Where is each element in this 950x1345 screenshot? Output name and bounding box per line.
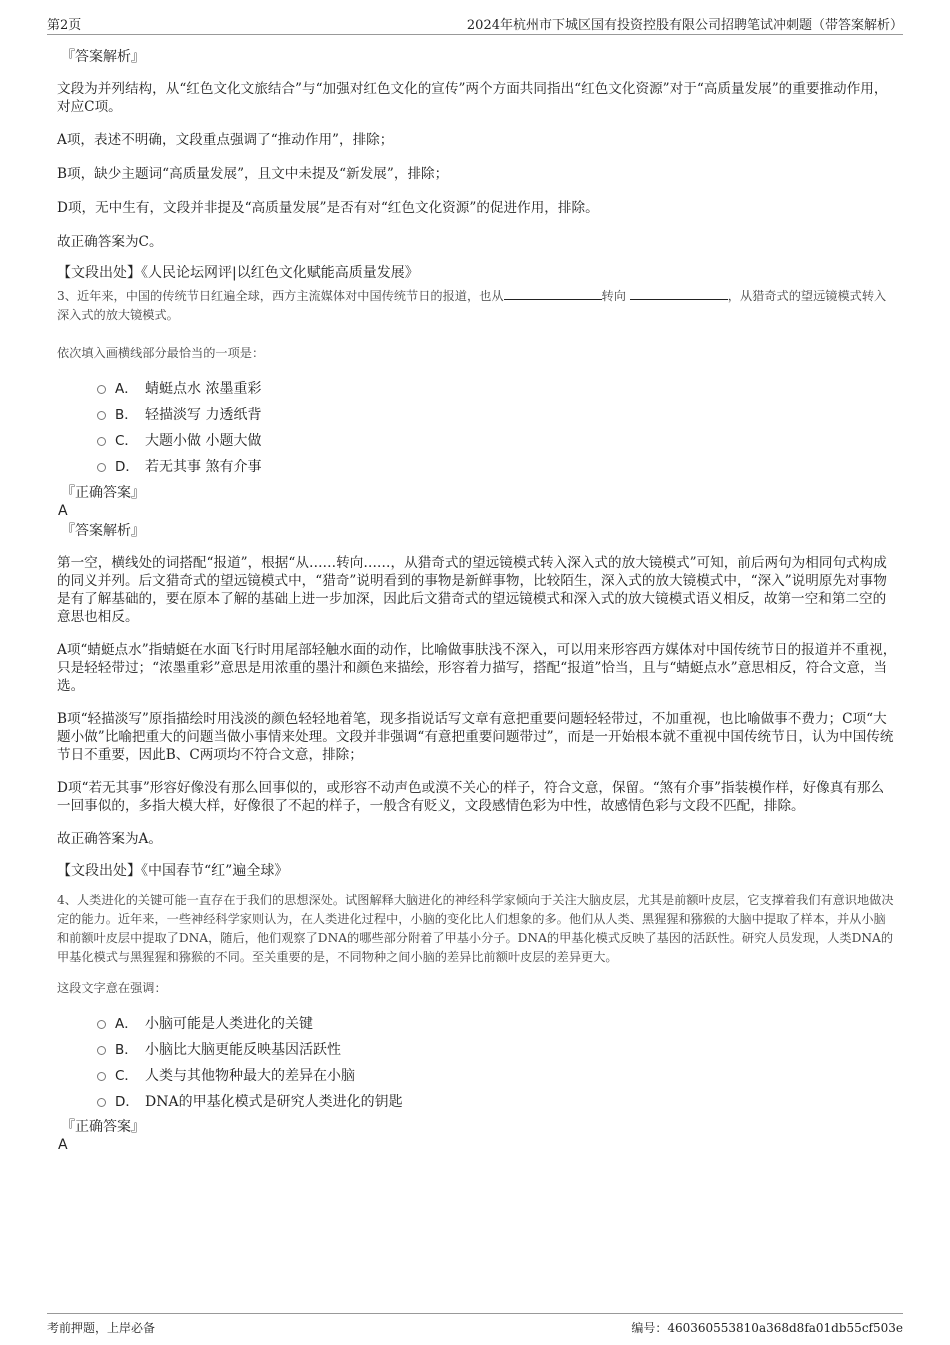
page-footer [47,1313,903,1335]
question-stem-part3: ，从猎奇式的望远镜模式转入深入式的放大镜模式。 [57,289,887,322]
option-b[interactable] [57,1037,897,1063]
document-code: 编号：460360553810a368d8fa01db55cf503e [631,1321,903,1335]
correct-answer-label: 『正确答案』 [61,485,145,501]
radio-icon[interactable] [97,463,106,472]
radio-icon[interactable] [97,1098,106,1107]
analysis-option-a: A项，表述不明确，文段重点强调了“推动作用”，排除； [57,132,394,148]
analysis-paragraph-3: B项“轻描淡写”原指描绘时用浅淡的颜色轻轻地着笔，现多指说话写文章有意把重要问题轻轻带过，不加重视，也比喻做事不费力；C项“大题小做”比喻把重大的问题当做小事情来处理。文段并非强调“有意把重要问题带过”，而是一开始根本就不重视中国传统节日，认为中国传统节日不重要，因此B、C两项均不符合文意，排除； [57,711,894,763]
page-number: 第2页 [47,18,82,33]
option-letter: A． [115,381,138,397]
question-stem-part1: 3、近年来，中国的传统节日红遍全球，西方主流媒体对中国传统节日的报道，也从 [57,289,504,303]
option-a[interactable] [57,1011,897,1037]
option-text: 大题小做 小题大做 [145,433,262,449]
analysis-conclusion: 故正确答案为C。 [57,234,163,250]
radio-icon[interactable] [97,1020,106,1029]
option-text: 人类与其他物种最大的差异在小脑 [145,1068,355,1084]
option-d[interactable] [57,454,897,480]
option-c[interactable] [57,1063,897,1089]
question-prompt: 这段文字意在强调： [57,981,167,995]
fill-blank-2 [630,287,728,300]
option-text: 蜻蜓点水 浓墨重彩 [145,381,262,397]
option-letter: B． [115,407,138,423]
page-content [57,48,897,1153]
analysis-paragraph-1: 第一空，横线处的词搭配“报道”，根据“从……转向……，从猎奇式的望远镜模式转入深入式的放大镜模式”可知，前后两句为相同句式构成的同义并列。后文猎奇式的望远镜模式中，“猎奇”说明看到的事物是新鲜事物，比较陌生，深入式的放大镜模式中，“深入”说明原先对事物是有了解基础的，要在原本了解的基础上进一步加深，因此后文猎奇式的望远镜模式和深入式的放大镜模式语义相反，故第一空和第二空的意思也相反。 [57,555,887,625]
option-c[interactable] [57,428,897,454]
option-text: 小脑可能是人类进化的关键 [145,1016,313,1032]
option-letter: C． [115,433,138,449]
radio-icon[interactable] [97,437,106,446]
option-text: 若无其事 煞有介事 [145,459,262,475]
option-letter: D． [115,1094,139,1110]
analysis-option-d: D项，无中生有，文段并非提及“高质量发展”是否有对“红色文化资源”的促进作用，排除。 [57,200,599,216]
page-header [47,12,903,35]
options-list [57,1011,897,1115]
correct-answer: A [58,503,68,519]
analysis-option-b: B项，缺少主题词“高质量发展”，且文中未提及“新发展”，排除； [57,166,449,182]
analysis-label: 『答案解析』 [61,523,145,539]
options-list [57,376,897,480]
question-stem: 4、人类进化的关键可能一直存在于我们的思想深处。试图解释大脑进化的神经科学家倾向于关注大脑皮层，尤其是前额叶皮层，它支撑着我们有意识地做决定的能力。近年来，一些神经科学家则认为，在人类进化过程中，小脑的变化比人们想象的多。他们从人类、黑猩猩和猕猴的大脑中提取了样本，并从小脑和前额叶皮层中提取了DNA，随后，他们观察了DNA的哪些部分附着了甲基小分子。DNA的甲基化模式反映了基因的活跃性。研究人员发现，人类DNA的甲基化模式与黑猩猩和猕猴的不同。至关重要的是，不同物种之间小脑的差异比前额叶皮层的差异更大。 [57,893,894,964]
radio-icon[interactable] [97,1046,106,1055]
passage-source: 【文段出处】《人民论坛网评|以红色文化赋能高质量发展》 [57,265,419,281]
analysis-conclusion: 故正确答案为A。 [57,831,162,847]
radio-icon[interactable] [97,1072,106,1081]
option-letter: A． [115,1016,138,1032]
radio-icon[interactable] [97,385,106,394]
option-text: 轻描淡写 力透纸背 [145,407,262,423]
fill-blank-1 [504,287,602,300]
correct-answer: A [58,1137,68,1153]
question-stem [57,287,897,325]
option-d[interactable] [57,1089,897,1115]
option-a[interactable] [57,376,897,402]
option-letter: B． [115,1042,138,1058]
analysis-paragraph-2: A项“蜻蜓点水”指蜻蜓在水面飞行时用尾部轻触水面的动作，比喻做事肤浅不深入，可以用来形容西方媒体对中国传统节日的报道并不重视，只是轻轻带过；“浓墨重彩”意思是用浓重的墨汁和颜色来描绘，形容着力描写，搭配“报道”恰当，且与“蜻蜓点水”意思相反，符合文意，当选。 [57,642,897,694]
document-title: 2024年杭州市下城区国有投资控股有限公司招聘笔试冲刺题（带答案解析） [466,18,903,33]
option-letter: D． [115,459,139,475]
option-text: DNA的甲基化模式是研究人类进化的钥匙 [145,1094,403,1110]
question-prompt: 依次填入画横线部分最恰当的一项是： [57,346,265,360]
question-stem-part2: 转向 [601,289,626,303]
option-text: 小脑比大脑更能反映基因活跃性 [145,1042,341,1058]
option-letter: C． [115,1068,138,1084]
radio-icon[interactable] [97,411,106,420]
correct-answer-label: 『正确答案』 [61,1119,145,1135]
analysis-text: 文段为并列结构，从“红色文化文旅结合”与“加强对红色文化的宣传”两个方面共同指出“红色文化资源”对于“高质量发展”的重要推动作用，对应C项。 [57,81,888,115]
footer-slogan: 考前押题，上岸必备 [47,1321,156,1335]
passage-source: 【文段出处】《中国春节“红”遍全球》 [57,863,289,879]
analysis-label: 『答案解析』 [61,49,145,65]
analysis-paragraph-4: D项“若无其事”形容好像没有那么回事似的，或形容不动声色或漠不关心的样子，符合文意，保留。“煞有介事”指装模作样，好像真有那么一回事似的，多指大模大样，好像很了不起的样子，一般含有贬义，文段感情色彩为中性，故感情色彩与文段不匹配，排除。 [57,780,885,814]
option-b[interactable] [57,402,897,428]
